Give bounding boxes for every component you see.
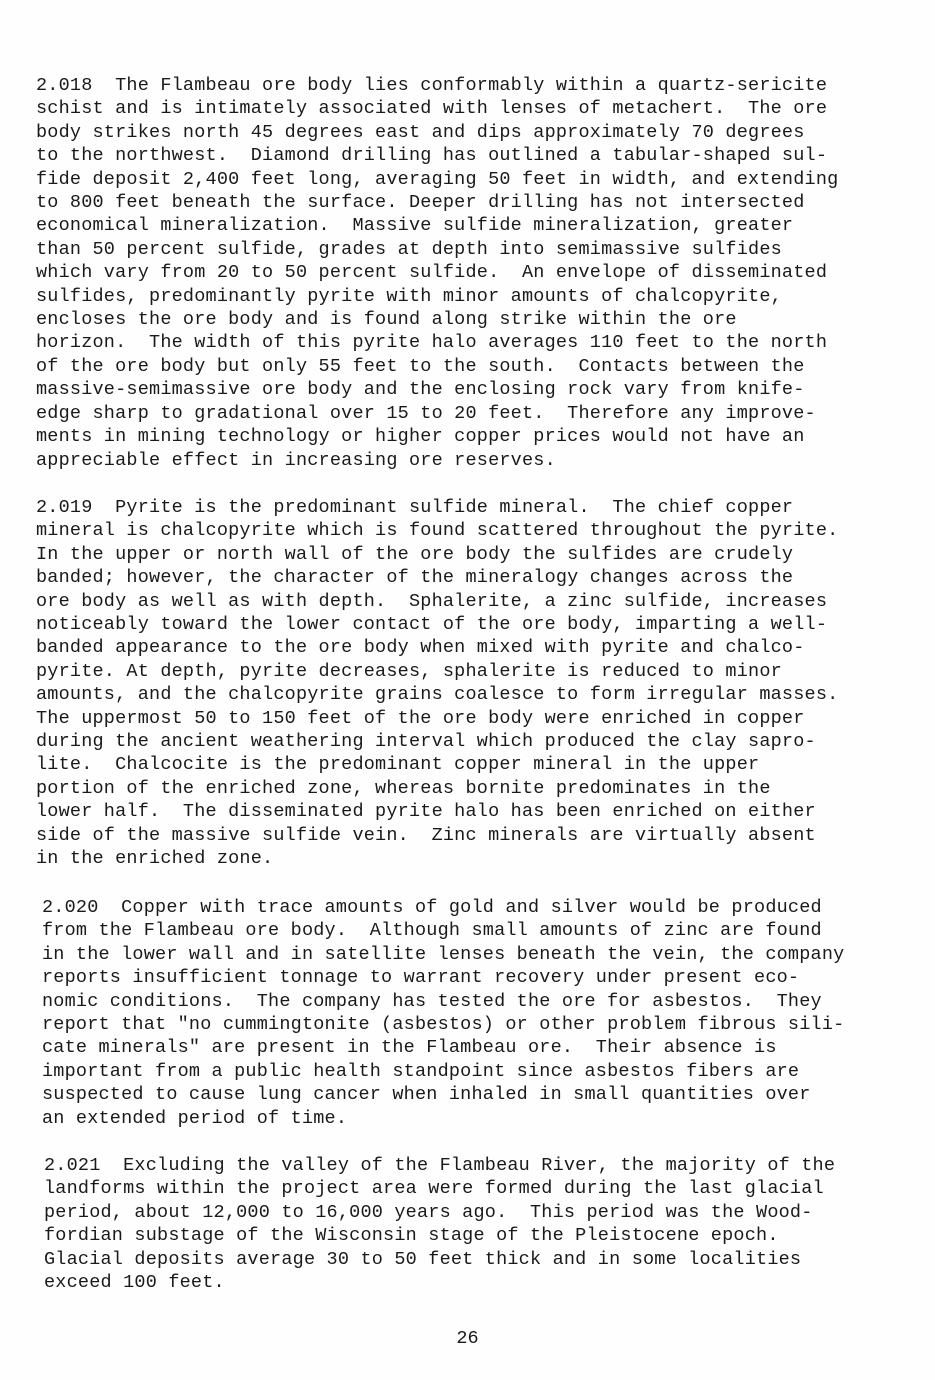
text-line: period, about 12,000 to 16,000 years ago. This period was the Wood- (44, 1201, 813, 1223)
text-line: mineral is chalcopyrite which is found scattered throughout the pyrite. (36, 520, 839, 542)
text-line: to the northwest. Diamond drilling has outlined a tabular-shaped sul- (36, 145, 828, 167)
paragraph-2-020 (42, 896, 887, 1130)
text-line: 2.018 The Flambeau ore body lies conformably within a quartz-sericite (36, 75, 828, 96)
paragraph-2-019 (36, 496, 881, 871)
text-line: massive-semimassive ore body and the enclosing rock vary from knife- (36, 379, 805, 401)
paragraph-2-021 (44, 1154, 889, 1294)
text-line: than 50 percent sulfide, grades at depth into semimassive sulfides (36, 238, 782, 260)
text-line: report that "no cummingtonite (asbestos) or other problem fibrous sili- (42, 1014, 845, 1036)
text-line: 2.020 Copper with trace amounts of gold and silver would be produced (42, 897, 822, 918)
text-line: appreciable effect in increasing ore reserves. (36, 449, 556, 471)
text-line: reports insufficient tonnage to warrant recovery under present eco- (42, 967, 800, 989)
text-line: Glacial deposits average 30 to 50 feet thick and in some localities (44, 1248, 802, 1270)
text-line: body strikes north 45 degrees east and dips approximately 70 degrees (36, 121, 805, 143)
text-line: cate minerals" are present in the Flambeau ore. Their absence is (42, 1037, 777, 1059)
text-line: of the ore body but only 55 feet to the south. Contacts between the (36, 355, 805, 377)
text-line: schist and is intimately associated with lenses of metachert. The ore (36, 98, 828, 120)
text-line: encloses the ore body and is found along strike within the ore (36, 309, 737, 331)
text-line: nomic conditions. The company has tested the ore for asbestos. They (42, 990, 822, 1012)
text-line: ments in mining technology or higher copper prices would not have an (36, 426, 805, 448)
text-line: In the upper or north wall of the ore body the sulfides are crudely (36, 543, 794, 565)
text-line: in the lower wall and in satellite lenses beneath the vein, the company (42, 943, 845, 965)
text-line: banded; however, the character of the mineralogy changes across the (36, 567, 794, 589)
paragraph-2-018 (36, 74, 881, 472)
text-line: economical mineralization. Massive sulfide mineralization, greater (36, 215, 794, 237)
text-line: 2.019 Pyrite is the predominant sulfide mineral. The chief copper (36, 497, 794, 518)
text-line: portion of the enriched zone, whereas bornite predominates in the (36, 777, 771, 799)
text-line: sulfides, predominantly pyrite with minor amounts of chalcopyrite, (36, 285, 782, 307)
text-line: landforms within the project area were formed during the last glacial (44, 1178, 824, 1200)
text-line: ore body as well as with depth. Sphalerite, a zinc sulfide, increases (36, 590, 828, 612)
text-line: side of the massive sulfide vein. Zinc minerals are virtually absent (36, 824, 816, 846)
text-line: amounts, and the chalcopyrite grains coalesce to form irregular masses. (36, 684, 839, 706)
text-line: edge sharp to gradational over 15 to 20 feet. Therefore any improve- (36, 402, 816, 424)
text-line: The uppermost 50 to 150 feet of the ore body were enriched in copper (36, 707, 805, 729)
text-line: suspected to cause lung cancer when inhaled in small quantities over (42, 1084, 811, 1106)
text-line: lower half. The disseminated pyrite halo has been enriched on either (36, 801, 816, 823)
text-line: exceed 100 feet. (44, 1272, 225, 1294)
text-line: fordian substage of the Wisconsin stage of the Pleistocene epoch. (44, 1225, 779, 1247)
text-line: in the enriched zone. (36, 848, 274, 870)
text-line: to 800 feet beneath the surface. Deeper drilling has not intersected (36, 192, 805, 214)
text-line: banded appearance to the ore body when mixed with pyrite and chalco- (36, 637, 805, 659)
text-line: 2.021 Excluding the valley of the Flambeau River, the majority of the (44, 1155, 836, 1176)
text-line: which vary from 20 to 50 percent sulfide. An envelope of disseminated (36, 262, 828, 284)
page-number: 26 (456, 1328, 479, 1349)
text-line: horizon. The width of this pyrite halo averages 110 feet to the north (36, 332, 828, 354)
text-line: from the Flambeau ore body. Although small amounts of zinc are found (42, 920, 822, 942)
text-line: an extended period of time. (42, 1107, 348, 1129)
text-line: fide deposit 2,400 feet long, averaging 50 feet in width, and extending (36, 168, 839, 190)
text-line: during the ancient weathering interval which produced the clay sapro- (36, 731, 816, 753)
text-line: pyrite. At depth, pyrite decreases, sphalerite is reduced to minor (36, 660, 782, 682)
text-line: important from a public health standpoint since asbestos fibers are (42, 1060, 800, 1082)
text-line: noticeably toward the lower contact of the ore body, imparting a well- (36, 614, 828, 636)
text-line: lite. Chalcocite is the predominant copper mineral in the upper (36, 754, 760, 776)
